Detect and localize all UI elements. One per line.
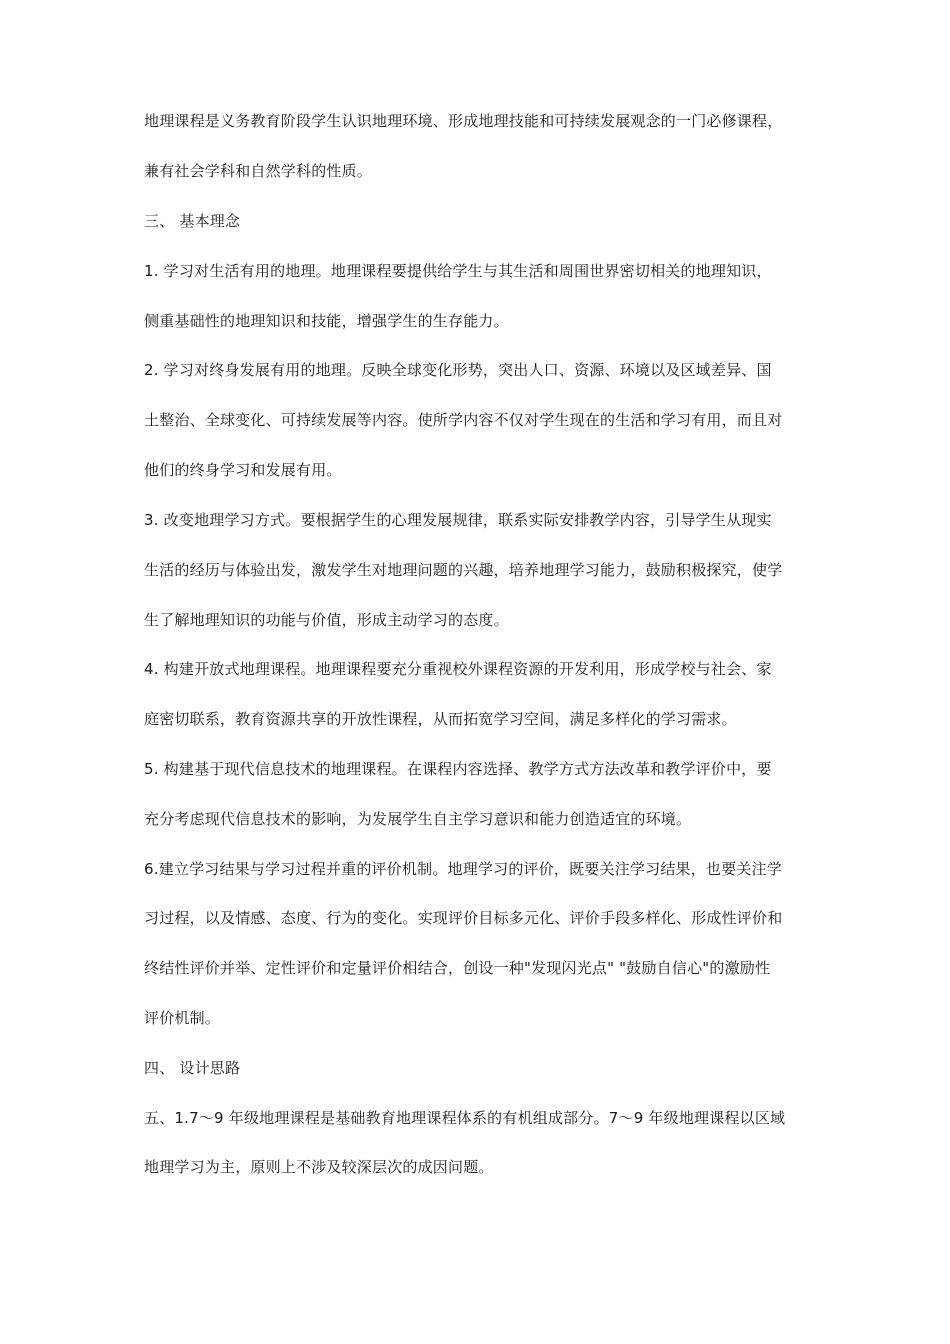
text-line: 土整治、全球变化、可持续发展等内容。使所学内容不仅对学生现在的生活和学习有用，而且对 bbox=[144, 411, 783, 429]
text-line: 侧重基础性的地理知识和技能，增强学生的生存能力。 bbox=[144, 312, 509, 330]
text-line: 地理学习为主，原则上不涉及较深层次的成因问题。 bbox=[144, 1158, 494, 1176]
text-line: 评价机制。 bbox=[144, 1009, 221, 1027]
text-line: 5. 构建基于现代信息技术的地理课程。在课程内容选择、教学方式方法改革和教学评价中，要 bbox=[144, 760, 772, 778]
text-line: 习过程，以及情感、态度、行为的变化。实现评价目标多元化、评价手段多样化、形成性评价和 bbox=[144, 909, 783, 927]
text-line: 终结性评价并举、定性评价和定量评价相结合，创设一种"发现闪光点" "鼓励自信心"的激励性 bbox=[144, 959, 771, 977]
text-line: 2. 学习对终身发展有用的地理。反映全球变化形势，突出人口、资源、环境以及区域差异、国 bbox=[144, 361, 772, 379]
text-line: 兼有社会学科和自然学科的性质。 bbox=[144, 162, 373, 180]
text-line: 生活的经历与体验出发，激发学生对地理问题的兴趣，培养地理学习能力，鼓励积极探究，使学 bbox=[144, 561, 783, 579]
text-line: 4. 构建开放式地理课程。地理课程要充分重视校外课程资源的开发利用，形成学校与社会、家 bbox=[144, 660, 772, 678]
text-line: 3. 改变地理学习方式。要根据学生的心理发展规律，联系实际安排教学内容，引导学生从现实 bbox=[144, 511, 772, 529]
text-line: 生了解地理知识的功能与价值，形成主动学习的态度。 bbox=[144, 611, 509, 629]
text-line: 地理课程是义务教育阶段学生认识地理环境、形成地理技能和可持续发展观念的一门必修课程， bbox=[144, 112, 783, 130]
section-heading: 三、 基本理念 bbox=[144, 212, 241, 230]
text-line: 1. 学习对生活有用的地理。地理课程要提供给学生与其生活和周围世界密切相关的地理知识， bbox=[144, 262, 772, 280]
text-line: 充分考虑现代信息技术的影响，为发展学生自主学习意识和能力创造适宜的环境。 bbox=[144, 810, 692, 828]
section-heading: 四、 设计思路 bbox=[144, 1059, 241, 1077]
text-line: 五、1.7～9 年级地理课程是基础教育地理课程体系的有机组成部分。7～9 年级地理课程以区域 bbox=[144, 1109, 786, 1127]
text-line: 他们的终身学习和发展有用。 bbox=[144, 461, 342, 479]
text-line: 庭密切联系，教育资源共享的开放性课程，从而拓宽学习空间，满足多样化的学习需求。 bbox=[144, 710, 737, 728]
text-line: 6.建立学习结果与学习过程并重的评价机制。地理学习的评价，既要关注学习结果，也要关注学 bbox=[144, 860, 782, 878]
